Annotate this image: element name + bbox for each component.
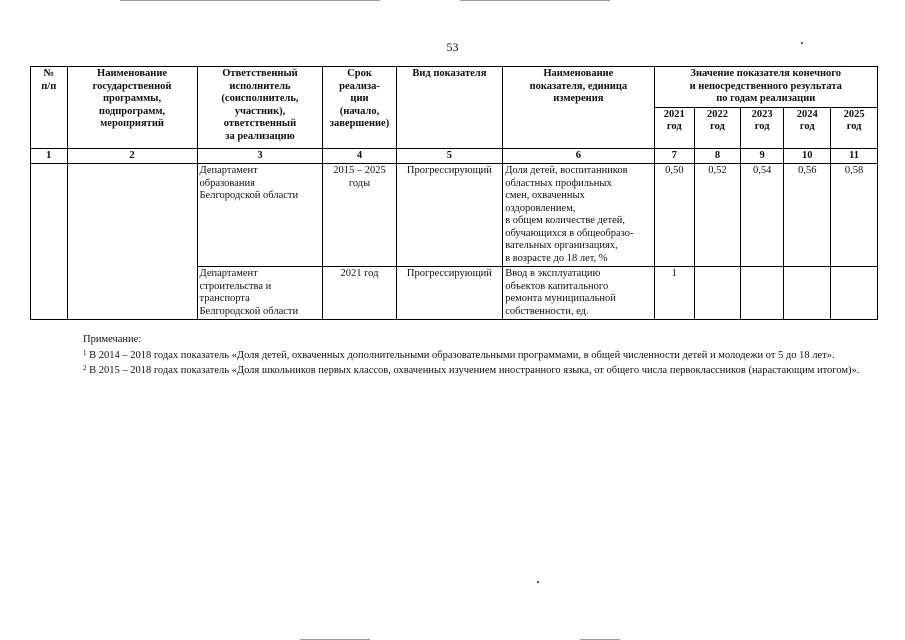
- column-number: 11: [831, 148, 878, 164]
- header-num: № п/п: [31, 67, 68, 149]
- column-number-row: [31, 148, 878, 164]
- term-cell: 2015 – 2025 годы: [323, 164, 396, 267]
- value-2025-cell: [831, 267, 878, 320]
- column-number: 6: [503, 148, 654, 164]
- column-number: 1: [31, 148, 68, 164]
- value-2024-cell: 0,56: [784, 164, 831, 267]
- header-year-2024: 2024 год: [784, 107, 831, 148]
- header-year-2025: 2025 год: [831, 107, 878, 148]
- value-2021-cell: 1: [654, 267, 695, 320]
- value-2024-cell: [784, 267, 831, 320]
- indicator-name-cell: Ввод в эксплуатацию объектов капитального ремонта муниципальной собственности, ед.: [503, 267, 654, 320]
- indicator-type-cell: Прогрессирующий: [396, 267, 503, 320]
- header-indicator-type: Вид показателя: [396, 67, 503, 149]
- note-1-text: В 2014 – 2018 годах показатель «Доля детей, охваченных дополнительными образовательными программами, в общей численности детей и молодежи от 5 до 18 лет».: [89, 349, 835, 361]
- scan-edge-top-right: [460, 0, 610, 1]
- header-executor: Ответственный исполнитель (соисполнитель, участник), ответственный за реализацию: [197, 67, 323, 149]
- indicator-name-cell: Доля детей, воспитанников областных профильных смен, охваченных оздоровлением, в общем количестве детей, обучающихся в общеобразо- вательных организациях, в возрасте до 18 лет, %: [503, 164, 654, 267]
- scan-edge-top-left: [120, 0, 380, 1]
- column-number: 7: [654, 148, 695, 164]
- column-number: 5: [396, 148, 503, 164]
- scan-speck: [537, 581, 539, 583]
- note-2-text: В 2015 – 2018 годах показатель «Доля школьников первых классов, охваченных изучением иностранного языка, от общего числа первоклассников (нарастающим итогом)».: [89, 365, 860, 376]
- value-2023-cell: [740, 267, 784, 320]
- column-number: 8: [695, 148, 741, 164]
- column-number: 10: [784, 148, 831, 164]
- value-2022-cell: [695, 267, 741, 320]
- value-2023-cell: 0,54: [740, 164, 784, 267]
- column-number: 9: [740, 148, 784, 164]
- table-row: [31, 164, 878, 267]
- row-num-cell: [31, 164, 68, 320]
- notes-heading: Примечание:: [83, 334, 142, 345]
- indicators-table: [30, 66, 878, 320]
- row-name-cell: [67, 164, 197, 320]
- value-2022-cell: 0,52: [695, 164, 741, 267]
- column-number: 3: [197, 148, 323, 164]
- value-2025-cell: 0,58: [831, 164, 878, 267]
- note-2: [38, 362, 878, 378]
- column-number: 4: [323, 148, 396, 164]
- header-term: Срок реализа- ции (начало, завершение): [323, 67, 396, 149]
- indicator-type-cell: Прогрессирующий: [396, 164, 503, 267]
- note-2-mark: 2: [83, 364, 87, 372]
- header-row-1: [31, 67, 878, 108]
- executor-cell: Департамент строительства и транспорта Белгородской области: [197, 267, 323, 320]
- notes-section: [38, 333, 878, 378]
- header-year-2023: 2023 год: [740, 107, 784, 148]
- header-values-group: Значение показателя конечного и непосредственного результата по годам реализации: [654, 67, 878, 108]
- term-cell: 2021 год: [323, 267, 396, 320]
- note-1: [38, 347, 878, 363]
- header-name: Наименование государственной программы, подпрограмм, мероприятий: [67, 67, 197, 149]
- note-1-mark: 1: [83, 348, 87, 357]
- executor-cell: Департамент образования Белгородской области: [197, 164, 323, 267]
- page-number: 53: [446, 40, 459, 54]
- value-2021-cell: 0,50: [654, 164, 695, 267]
- scan-speck: [801, 42, 803, 44]
- column-number: 2: [67, 148, 197, 164]
- header-year-2021: 2021 год: [654, 107, 695, 148]
- header-year-2022: 2022 год: [695, 107, 741, 148]
- header-indicator-name: Наименование показателя, единица измерения: [503, 67, 654, 149]
